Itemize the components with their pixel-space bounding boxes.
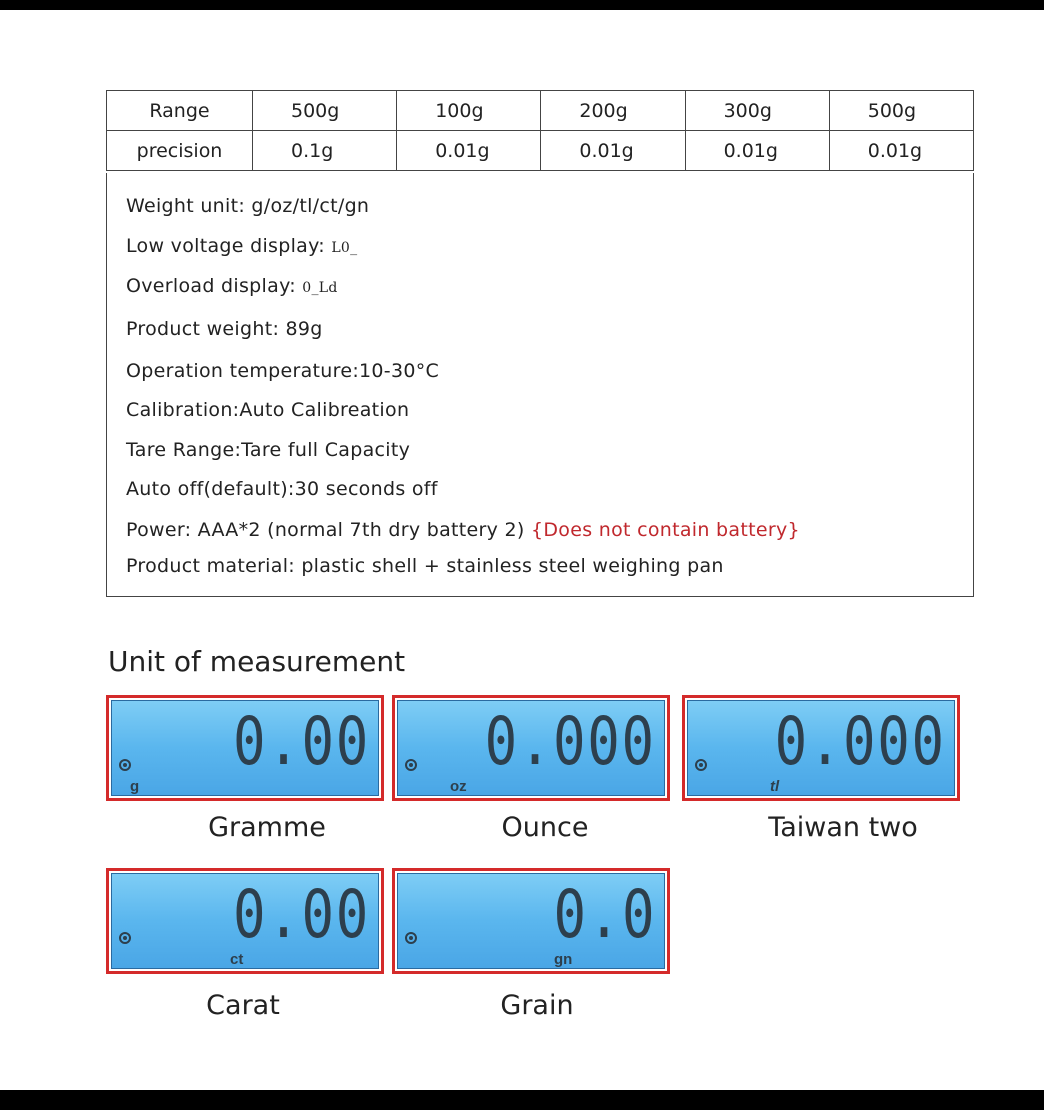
spec-tare-range: Tare Range:Tare full Capacity — [126, 439, 411, 461]
spec-auto-off: Auto off(default):30 seconds off — [126, 478, 438, 500]
spec-product-weight: Product weight: 89g — [126, 318, 323, 340]
precision-label: precision — [107, 131, 253, 171]
precision-cell: 0.1g — [253, 131, 397, 171]
lcd-display-ounce — [392, 695, 670, 801]
overload-code: 0_Ld — [302, 280, 338, 296]
units-title: Unit of measurement — [108, 645, 406, 678]
stable-indicator-icon — [119, 759, 131, 771]
caption-grain: Grain — [500, 990, 574, 1021]
range-row — [107, 91, 974, 131]
range-cell: 100g — [397, 91, 541, 131]
stable-indicator-icon — [695, 759, 707, 771]
precision-cell: 0.01g — [397, 131, 541, 171]
lcd-unit: tl — [770, 778, 780, 795]
range-cell: 500g — [829, 91, 973, 131]
spec-list — [106, 173, 974, 597]
spec-calibration: Calibration:Auto Calibreation — [126, 399, 410, 421]
lcd-display-taiwan-two — [682, 695, 960, 801]
spec-overload — [126, 275, 338, 297]
caption-carat: Carat — [206, 990, 280, 1021]
lcd-screen — [397, 873, 665, 969]
lcd-readout: 0.000 — [484, 703, 656, 780]
lcd-display-gramme — [106, 695, 384, 801]
lcd-unit: ct — [230, 951, 244, 968]
lcd-screen — [397, 700, 665, 796]
spec-table — [106, 90, 974, 171]
lcd-unit: g — [130, 778, 140, 795]
lcd-screen — [111, 700, 379, 796]
precision-cell: 0.01g — [541, 131, 685, 171]
range-cell: 200g — [541, 91, 685, 131]
caption-gramme: Gramme — [208, 812, 326, 843]
stable-indicator-icon — [405, 759, 417, 771]
range-cell: 300g — [685, 91, 829, 131]
lcd-screen — [111, 873, 379, 969]
stable-indicator-icon — [405, 932, 417, 944]
spec-weight-unit: Weight unit: g/oz/tl/ct/gn — [126, 195, 370, 217]
range-cell: 500g — [253, 91, 397, 131]
power-note: {Does not contain battery} — [530, 519, 800, 541]
lcd-unit: gn — [554, 951, 573, 968]
lcd-screen — [687, 700, 955, 796]
range-label: Range — [107, 91, 253, 131]
caption-taiwan-two: Taiwan two — [768, 812, 918, 843]
top-black-bar — [0, 0, 1044, 10]
spec-material: Product material: plastic shell + stainless steel weighing pan — [126, 555, 724, 577]
stable-indicator-icon — [119, 932, 131, 944]
power-label: Power: AAA*2 (normal 7th dry battery 2) — [126, 519, 531, 541]
spec-power — [126, 519, 800, 541]
lcd-readout: 0.000 — [774, 703, 946, 780]
caption-ounce: Ounce — [501, 812, 589, 843]
lcd-display-carat — [106, 868, 384, 974]
overload-label: Overload display: — [126, 275, 303, 297]
bottom-black-bar — [0, 1090, 1044, 1110]
lcd-readout: 0.0 — [553, 876, 656, 953]
precision-row — [107, 131, 974, 171]
lcd-display-grain — [392, 868, 670, 974]
low-voltage-code: L0_ — [331, 240, 358, 256]
spec-operation-temperature: Operation temperature:10-30°C — [126, 360, 440, 382]
spec-low-voltage — [126, 235, 357, 257]
precision-cell: 0.01g — [685, 131, 829, 171]
precision-cell: 0.01g — [829, 131, 973, 171]
low-voltage-label: Low voltage display: — [126, 235, 332, 257]
lcd-readout: 0.00 — [233, 703, 370, 780]
lcd-unit: oz — [450, 778, 467, 795]
lcd-readout: 0.00 — [233, 876, 370, 953]
